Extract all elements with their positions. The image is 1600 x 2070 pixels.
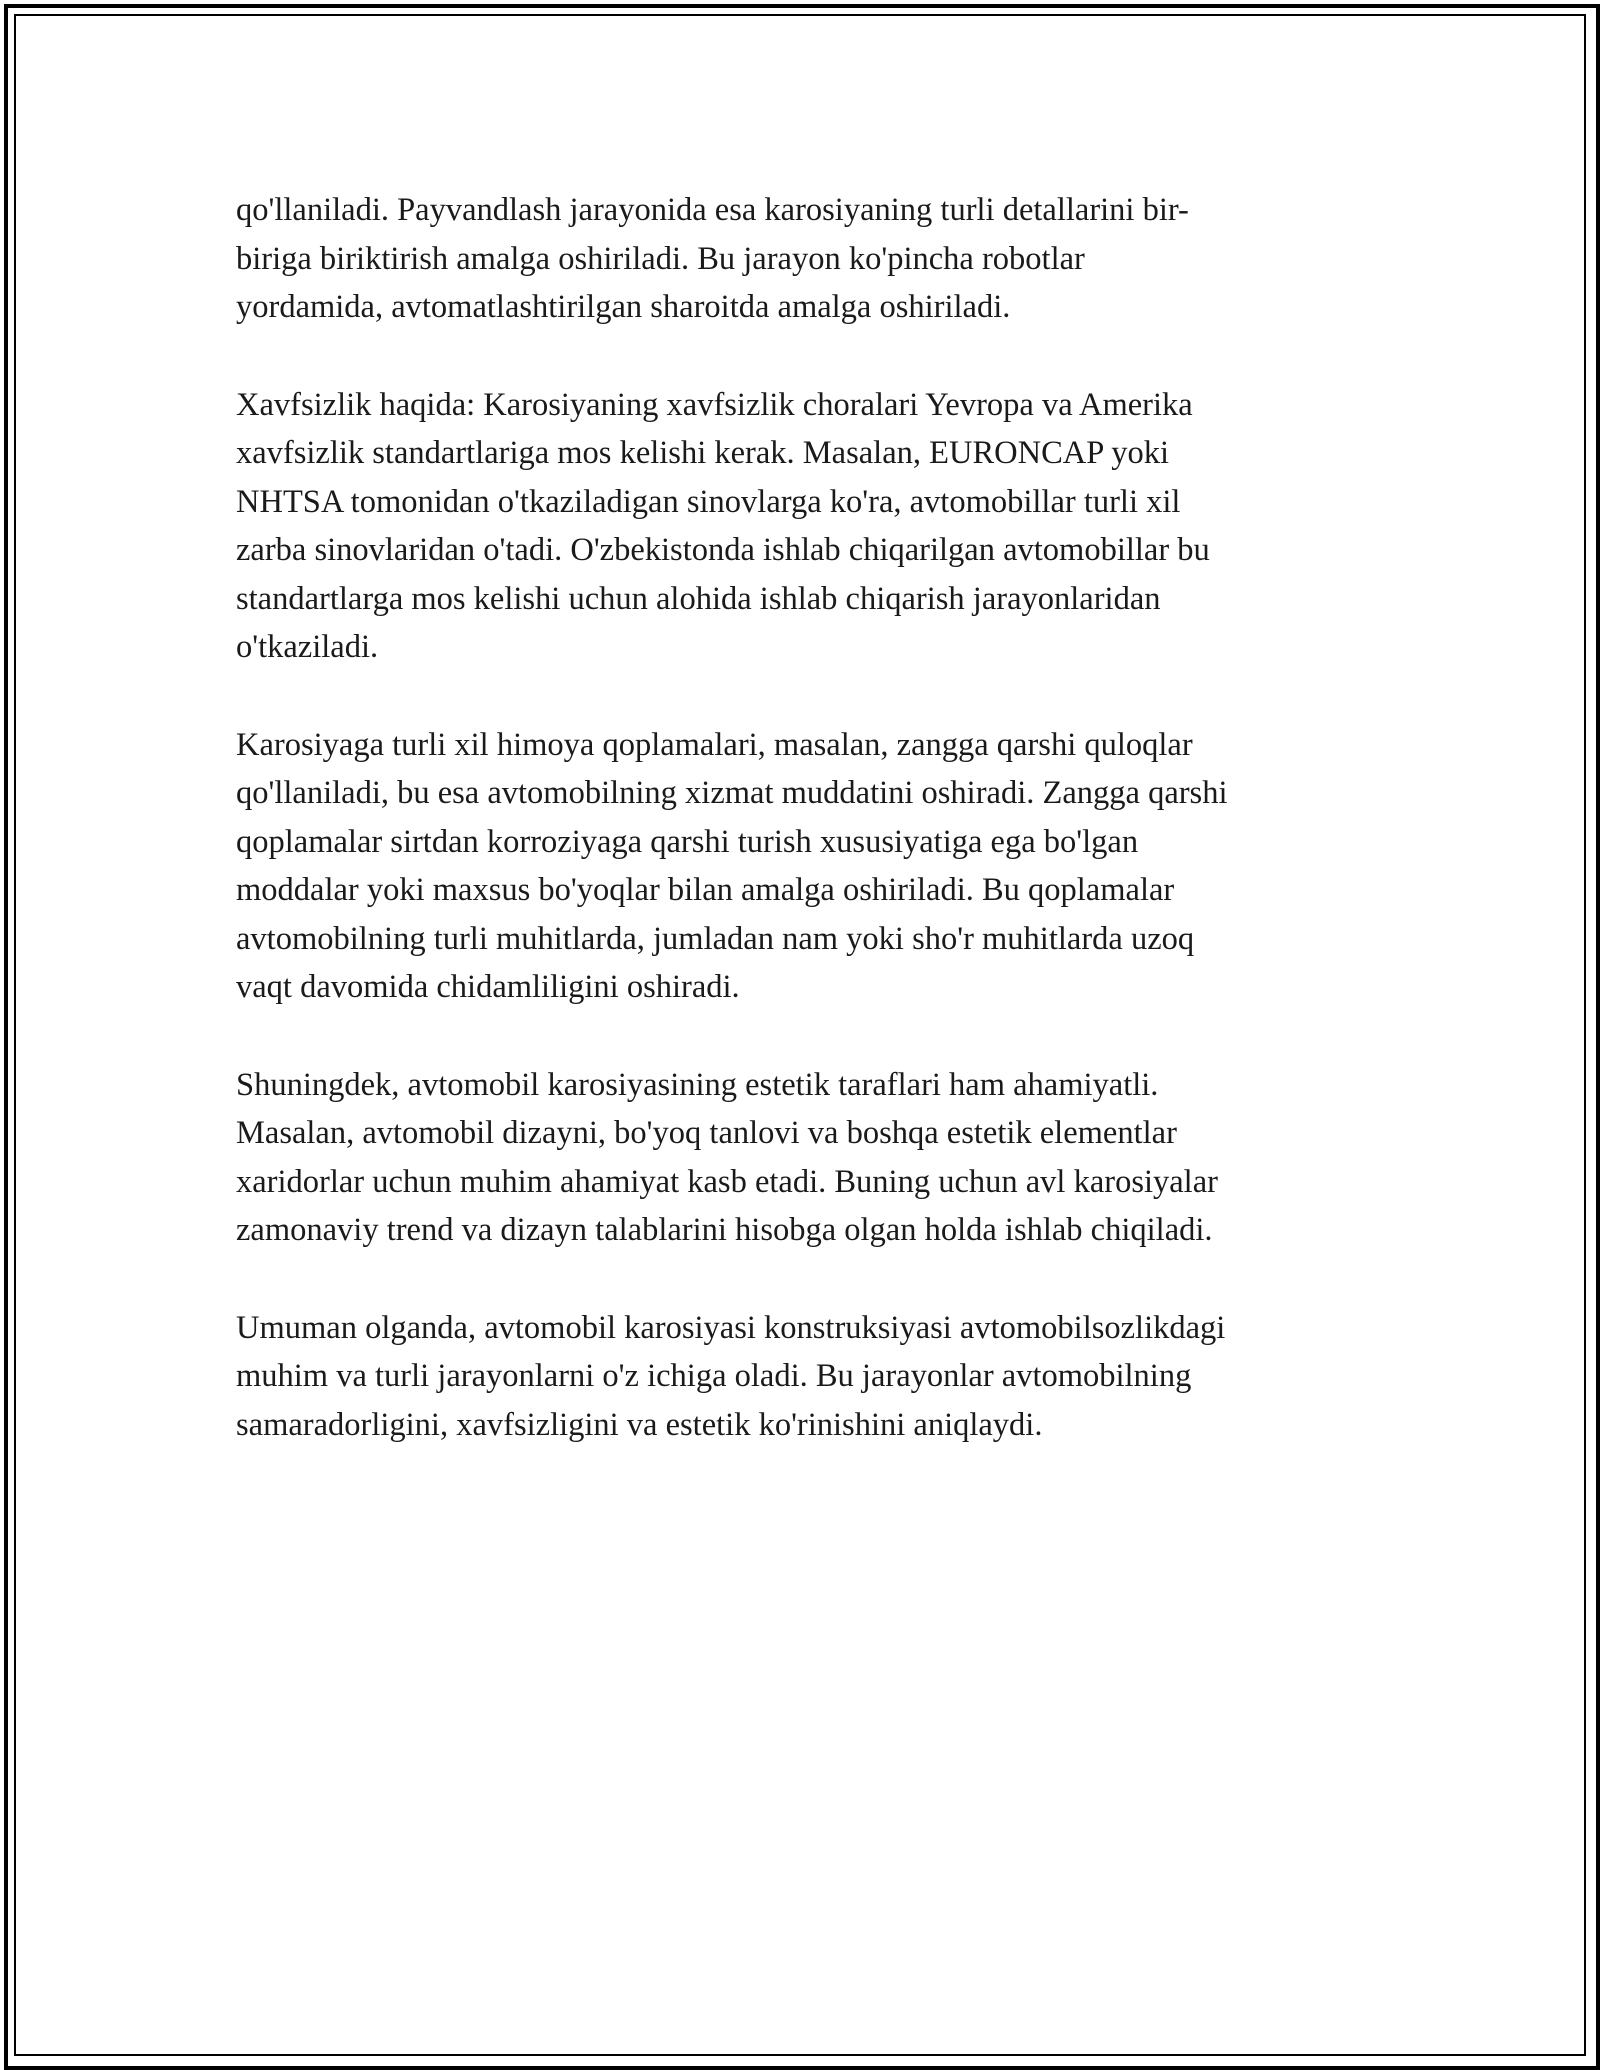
paragraph-line: NHTSA tomonidan o'tkaziladigan sinovlarga ko'ra, avtomobillar turli xil bbox=[236, 483, 1181, 520]
paragraph-line: muhim va turli jarayonlarni o'z ichiga oladi. Bu jarayonlar avtomobilning bbox=[236, 1358, 1192, 1394]
paragraph-line: yordamida, avtomatlashtirilgan sharoitda amalga oshiriladi. bbox=[236, 289, 1011, 325]
paragraph-1 bbox=[236, 186, 1366, 332]
paragraph-line: zamonaviy trend va dizayn talablarini hisobga olgan holda ishlab chiqiladi. bbox=[236, 1212, 1213, 1248]
paragraph-line: Xavfsizlik haqida: Karosiyaning xavfsizlik choralari Yevropa va Amerika bbox=[236, 386, 1193, 423]
paragraph-line: vaqt davomida chidamliligini oshiradi. bbox=[236, 969, 740, 1005]
paragraph-line: qo'llaniladi, bu esa avtomobilning xizmat muddatini oshiradi. Zangga qarshi bbox=[236, 775, 1228, 811]
paragraph-line: xavfsizlik standartlariga mos kelishi kerak. Masalan, EURONCAP yoki bbox=[236, 435, 1169, 471]
paragraph-line: Masalan, avtomobil dizayni, bo'yoq tanlovi va boshqa estetik elementlar bbox=[236, 1115, 1177, 1151]
paragraph-line: Umuman olganda, avtomobil karosiyasi konstruksiyasi avtomobilsozlikdagi bbox=[236, 1309, 1226, 1346]
paragraph-5 bbox=[236, 1304, 1366, 1450]
paragraph-line: o'tkaziladi. bbox=[236, 629, 379, 665]
paragraph-line: standartlarga mos kelishi uchun alohida ishlab chiqarish jarayonlaridan bbox=[236, 580, 1161, 617]
paragraph-line: moddalar yoki maxsus bo'yoqlar bilan amalga oshiriladi. Bu qoplamalar bbox=[236, 872, 1175, 908]
paragraph-2 bbox=[236, 381, 1366, 672]
paragraph-4 bbox=[236, 1061, 1366, 1255]
paragraph-line: Karosiyaga turli xil himoya qoplamalari, masalan, zangga qarshi quloqlar bbox=[236, 726, 1193, 763]
paragraph-line: qoplamalar sirtdan korroziyaga qarshi turish xususiyatiga ega bo'lgan bbox=[236, 823, 1139, 860]
document-body bbox=[236, 186, 1366, 1498]
paragraph-3 bbox=[236, 721, 1366, 1012]
paragraph-line: biriga biriktirish amalga oshiriladi. Bu jarayon ko'pincha robotlar bbox=[236, 240, 1085, 277]
paragraph-line: xaridorlar uchun muhim ahamiyat kasb etadi. Buning uchun avl karosiyalar bbox=[236, 1163, 1218, 1200]
paragraph-line: zarba sinovlaridan o'tadi. O'zbekistonda ishlab chiqarilgan avtomobillar bu bbox=[236, 532, 1210, 568]
paragraph-line: avtomobilning turli muhitlarda, jumladan nam yoki sho'r muhitlarda uzoq bbox=[236, 920, 1195, 957]
paragraph-line: qo'llaniladi. Payvandlash jarayonida esa karosiyaning turli detallarini bir- bbox=[236, 192, 1189, 228]
paragraph-line: Shuningdek, avtomobil karosiyasining estetik taraflari ham ahamiyatli. bbox=[236, 1066, 1159, 1103]
paragraph-line: samaradorligini, xavfsizligini va estetik ko'rinishini aniqlaydi. bbox=[236, 1406, 1043, 1443]
